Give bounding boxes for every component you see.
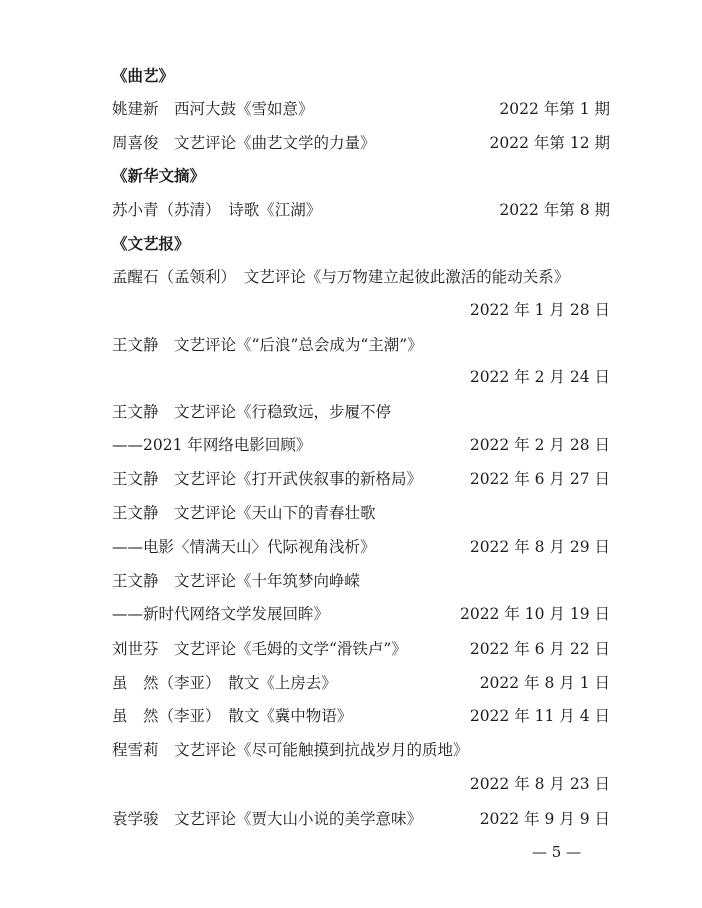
entry-date: 2022 年 8 月 23 日 — [469, 775, 610, 793]
entry-author-work: 虽 然（李亚） 散文《上房去》 — [112, 674, 337, 692]
entry-subtitle: ——新时代网络文学发展回眸》 — [112, 605, 330, 623]
entry-subtitle: ——电影〈情满天山〉代际视角浅析》 — [112, 538, 376, 556]
entry-date: 2022 年 1 月 28 日 — [469, 301, 610, 319]
entry-author-work: 王文静 文艺评论《行稳致远，步履不停 — [112, 403, 392, 421]
section-title-wenyibao: 《文艺报》 — [112, 234, 190, 253]
entry-author-work: 王文静 文艺评论《天山下的青春壮歌 — [112, 504, 376, 522]
section-title-quyi: 《曲艺》 — [112, 66, 175, 85]
page-number: — 5 — — [532, 843, 582, 861]
entry-author-work: 虽 然（李亚） 散文《冀中物语》 — [112, 707, 353, 725]
entry-date: 2022 年 11 月 4 日 — [469, 707, 610, 725]
entry-author-work: 周喜俊 文艺评论《曲艺文学的力量》 — [112, 134, 376, 152]
entry-author-work: 程雪莉 文艺评论《尽可能触摸到抗战岁月的质地》 — [112, 741, 469, 759]
entry-date: 2022 年第 8 期 — [499, 201, 610, 219]
section-title-xinhua-wenzhai: 《新华文摘》 — [112, 166, 206, 185]
entry-author-work: 刘世芬 文艺评论《毛姆的文学“滑铁卢”》 — [112, 640, 407, 658]
entry-date: 2022 年第 1 期 — [499, 100, 610, 118]
entry-date: 2022 年 10 月 19 日 — [459, 605, 610, 623]
entry-date: 2022 年 9 月 9 日 — [479, 810, 610, 828]
entry-author-work: 王文静 文艺评论《打开武侠叙事的新格局》 — [112, 470, 423, 488]
entry-author-work: 孟醒石（孟领利） 文艺评论《与万物建立起彼此激活的能动关系》 — [112, 268, 570, 286]
entry-date: 2022 年第 12 期 — [489, 134, 610, 152]
entry-date: 2022 年 8 月 1 日 — [479, 674, 610, 692]
entry-author-work: 王文静 文艺评论《十年筑梦向峥嵘 — [112, 572, 361, 590]
entry-author-work: 姚建新 西河大鼓《雪如意》 — [112, 100, 314, 118]
entry-date: 2022 年 2 月 24 日 — [469, 368, 610, 386]
entry-author-work: 王文静 文艺评论《“后浪”总会成为“主潮”》 — [112, 336, 423, 354]
entry-date: 2022 年 2 月 28 日 — [469, 436, 610, 454]
entry-date: 2022 年 6 月 22 日 — [469, 640, 610, 658]
entry-date: 2022 年 8 月 29 日 — [469, 538, 610, 556]
entry-author-work: 苏小青（苏清） 诗歌《江湖》 — [112, 201, 322, 219]
entry-date: 2022 年 6 月 27 日 — [469, 470, 610, 488]
entry-author-work: 袁学骏 文艺评论《贾大山小说的美学意味》 — [112, 810, 423, 828]
entry-subtitle: ——2021 年网络电影回顾》 — [112, 436, 312, 454]
